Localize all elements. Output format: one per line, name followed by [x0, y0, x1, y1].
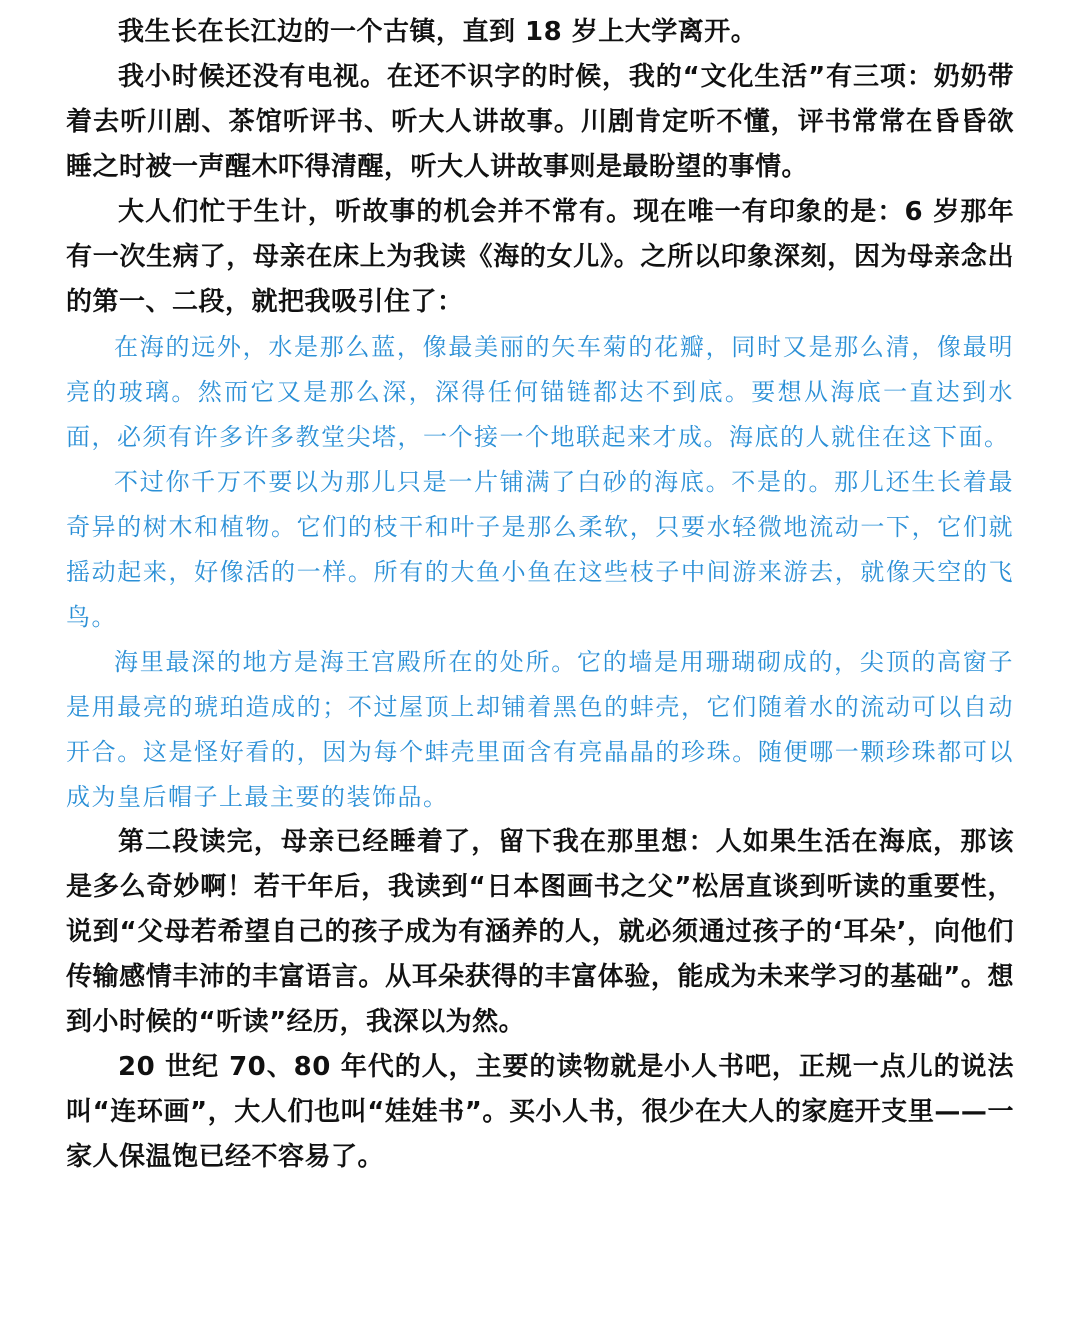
paragraph-hometown: 我生长在长江边的一个古镇，直到 18 岁上大学离开。: [118, 17, 758, 47]
paragraph-mother-reading: 大人们忙于生计，听故事的机会并不常有。现在唯一有印象的是：6 岁那年有一次生病了，母亲在床上为我读《海的女儿》。之所以印象深刻，因为母亲念出的第一、二段，就把我吸引住了：: [66, 197, 1014, 317]
quote-paragraph-sea-blue: 在海的远外，水是那么蓝，像最美丽的矢车菊的花瓣，同时又是那么清，像最明亮的玻璃。然而它又是那么深，深得任何锚链都达不到底。要想从海底一直达到水面，必须有许多许多教堂尖塔，一个接一个地联起来才成。海底的人就住在这下面。: [66, 333, 1014, 451]
paragraph-comic-books: 20 世纪 70、80 年代的人，主要的读物就是小人书吧，正规一点儿的说法叫“连环画”，大人们也叫“娃娃书”。买小人书，很少在大人的家庭开支里——一家人保温饱已经不容易了。: [66, 1052, 1014, 1172]
quote-paragraph-sea-plants: 不过你千万不要以为那儿只是一片铺满了白砂的海底。不是的。那儿还生长着最奇异的树木和植物。它们的枝干和叶子是那么柔软，只要水轻微地流动一下，它们就摇动起来，好像活的一样。所有的大鱼小鱼在这些枝子中间游来游去，就像天空的飞鸟。: [66, 468, 1014, 631]
paragraph-childhood-culture: 我小时候还没有电视。在还不识字的时候，我的“文化生活”有三项：奶奶带着去听川剧、茶馆听评书、听大人讲故事。川剧肯定听不懂，评书常常在昏昏欲睡之时被一声醒木吓得清醒，听大人讲故事则是最盼望的事情。: [66, 62, 1014, 182]
paragraph-listening-importance: 第二段读完，母亲已经睡着了，留下我在那里想：人如果生活在海底，那该是多么奇妙啊！若干年后，我读到“日本图画书之父”松居直谈到听读的重要性，说到“父母若希望自己的孩子成为有涵养的人，就必须通过孩子的‘耳朵’，向他们传输感情丰沛的丰富语言。从耳朵获得的丰富体验，能成为未来学习的基础”。想到小时候的“听读”经历，我深以为然。: [66, 827, 1014, 1037]
quote-paragraph-sea-palace: 海里最深的地方是海王宫殿所在的处所。它的墙是用珊瑚砌成的，尖顶的高窗子是用最亮的琥珀造成的；不过屋顶上却铺着黑色的蚌壳，它们随着水的流动可以自动开合。这是怪好看的，因为每个蚌壳里面含有亮晶晶的珍珠。随便哪一颗珍珠都可以成为皇后帽子上最主要的装饰品。: [66, 648, 1014, 811]
